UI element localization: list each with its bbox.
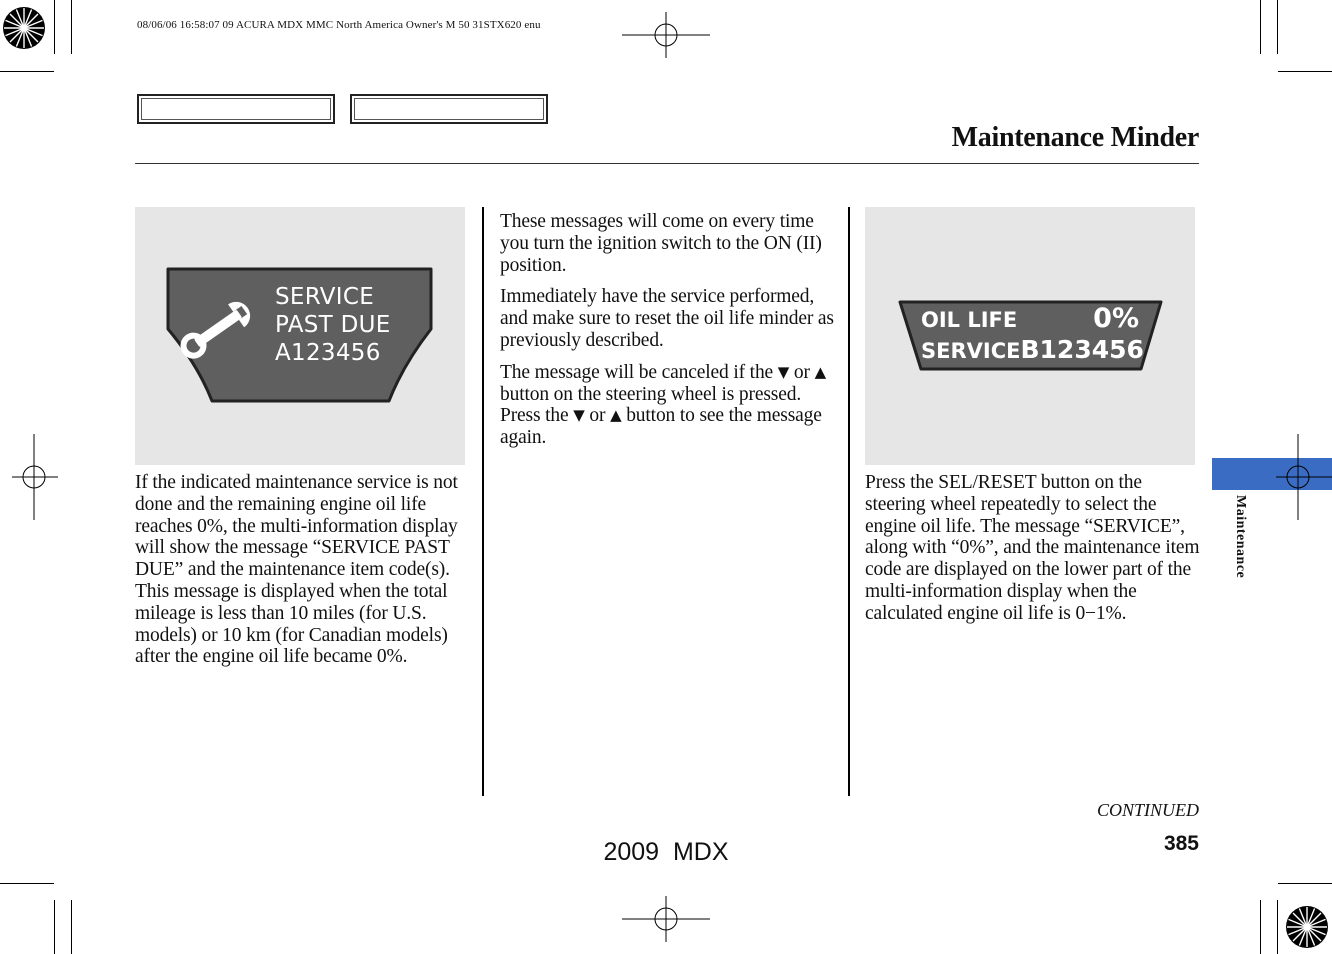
down-arrow-icon: ▼ bbox=[573, 406, 585, 425]
sunburst-mark-bottom-right bbox=[1285, 905, 1329, 949]
print-header: 08/06/06 16:58:07 09 ACURA MDX MMC North America Owner's M 50 31STX620 enu bbox=[137, 19, 541, 31]
oil-life-figure bbox=[865, 207, 1195, 465]
middle-column-text bbox=[500, 211, 838, 459]
footer-model: 2009 MDX bbox=[603, 838, 729, 866]
column-divider-2 bbox=[848, 207, 850, 796]
registration-target-left bbox=[12, 434, 58, 520]
page-number: 385 bbox=[1163, 832, 1199, 855]
header-tab-box-1 bbox=[137, 94, 335, 124]
display-oil-life-value: 0% bbox=[1093, 303, 1139, 334]
registration-target-top bbox=[622, 12, 710, 58]
left-column-text bbox=[135, 472, 470, 678]
sunburst-mark-top-left bbox=[2, 6, 46, 50]
middle-paragraph-3: The message will be canceled if the ▼ or ▲ button on the steering wheel is pressed. Press the ▼ or ▲ button to see the message again. bbox=[500, 361, 826, 449]
display-line-code: A123456 bbox=[275, 340, 381, 366]
display-line-service: SERVICE bbox=[275, 284, 375, 310]
continued-label: CONTINUED bbox=[1096, 800, 1199, 820]
title-rule bbox=[135, 163, 1199, 164]
up-arrow-icon: ▲ bbox=[814, 362, 826, 381]
display-service-label: SERVICE bbox=[921, 339, 1021, 363]
display-oil-life-label: OIL LIFE bbox=[921, 308, 1018, 332]
right-paragraph: Press the SEL/RESET button on the steering wheel repeatedly to select the engine oil life. The message “SERVICE”, along with “0%”, and the maintenance item code are displayed on the lower part of the multi-information display when the calculated engine oil life is 0−1%. bbox=[865, 472, 1200, 624]
service-past-due-figure bbox=[135, 207, 465, 465]
registration-target-bottom bbox=[622, 896, 710, 942]
left-paragraph: If the indicated maintenance service is not done and the remaining engine oil life reaches 0%, the multi-information display will show the message “SERVICE PAST DUE” and the maintenance item code(s). This message is displayed when the total mileage is less than 10 miles (for U.S. models) or 10 km (for Canadian models) after the engine oil life became 0%. bbox=[135, 472, 458, 668]
display-line-past-due: PAST DUE bbox=[275, 312, 391, 338]
page-title: Maintenance Minder bbox=[951, 122, 1199, 153]
header-tab-box-2 bbox=[350, 94, 548, 124]
middle-paragraph-1: These messages will come on every time you turn the ignition switch to the ON (II) position. bbox=[500, 211, 822, 276]
middle-paragraph-2: Immediately have the service performed, and make sure to reset the oil life minder as previously described. bbox=[500, 286, 834, 351]
right-column-text bbox=[865, 472, 1200, 635]
registration-target-right bbox=[1276, 434, 1332, 520]
display-service-code: B123456 bbox=[1020, 335, 1144, 364]
section-label: Maintenance bbox=[1233, 495, 1248, 579]
down-arrow-icon: ▼ bbox=[777, 362, 790, 381]
up-arrow-icon: ▲ bbox=[610, 406, 622, 425]
column-divider-1 bbox=[482, 207, 484, 796]
